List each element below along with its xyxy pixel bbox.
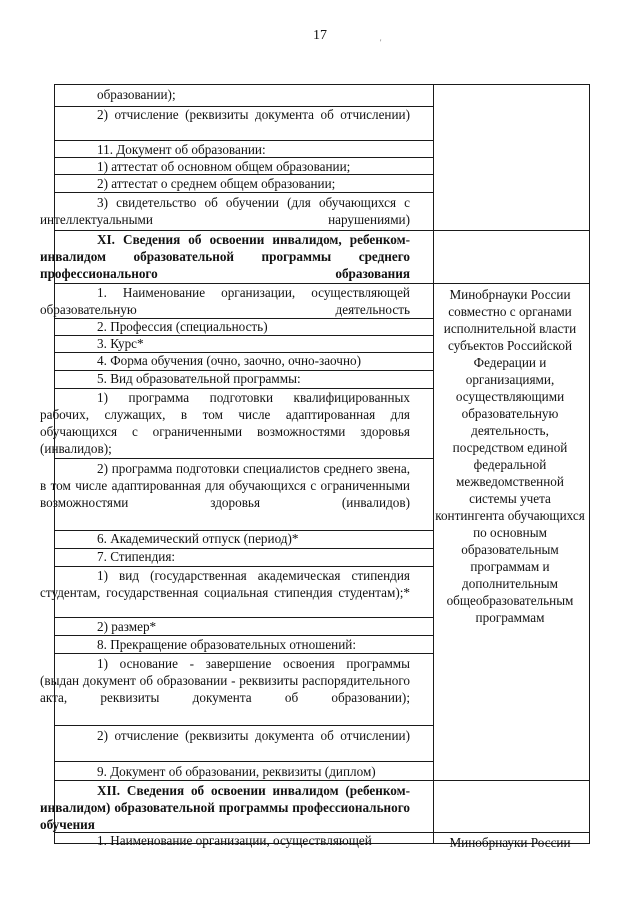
responsible-body: Минобрнауки России <box>449 835 571 850</box>
section-heading: XI. Сведения об освоении инвалидом, ребенком-инвалидом образовательной программы среднего профессионального образования <box>40 232 410 281</box>
table-cell: 3) свидетельство об обучении (для обучающихся с интеллектуальными нарушениями) <box>40 195 410 227</box>
table-cell: 5. Вид образовательной программы: <box>97 371 301 386</box>
table-cell: 2) отчисление (реквизиты документа об отчислении) <box>97 728 410 743</box>
section-heading: XII. Сведения об освоении инвалидом (ребенком-инвалидом) образовательной программы профессионального обучения <box>40 783 410 832</box>
table-cell: 6. Академический отпуск (период)* <box>97 531 299 546</box>
table-cell: 1) аттестат об основном общем образовании; <box>97 159 351 174</box>
table-cell: 2. Профессия (специальность) <box>97 319 268 334</box>
table-cell: 8. Прекращение образовательных отношений: <box>97 637 357 652</box>
table-cell: 2) программа подготовки специалистов среднего звена, в том числе адаптированная для обучающихся с ограниченными возможностями здоровья (инвалидов) <box>40 461 410 510</box>
responsible-body: Минобрнауки России совместно с органами исполнительной власти субъектов Российской Федерации и организациями, осуществляющими образовательную деятельность, посредством единой федеральной межведомственной системы учета контингента обучающихся по основным образовательным программам и дополнительным общеобразовательным программам <box>435 287 585 625</box>
table-cell: 1. Наименование организации, осуществляющей образовательную деятельность <box>40 285 410 317</box>
table-cell: 2) аттестат о среднем общем образовании; <box>97 176 336 191</box>
table-cell: 3. Курс* <box>97 336 144 351</box>
page-number: 17 <box>313 28 327 43</box>
table-cell: 4. Форма обучения (очно, заочно, очно-заочно) <box>97 353 361 368</box>
table-cell: 7. Стипендия: <box>97 549 176 564</box>
table-cell: 1. Наименование организации, осуществляющей <box>97 833 372 848</box>
table-cell: образовании); <box>97 87 176 102</box>
stray-mark: ' <box>380 38 382 47</box>
table-cell: 9. Документ об образовании, реквизиты (диплом) <box>97 764 376 779</box>
table-cell: 1) вид (государственная академическая стипендия студентам, государственная социальная стипендия студентам);* <box>40 568 410 600</box>
table-cell: 2) отчисление (реквизиты документа об отчислении) <box>97 107 410 122</box>
row-divider <box>55 780 590 781</box>
row-divider <box>55 458 434 459</box>
table-cell: 2) размер* <box>97 619 157 634</box>
table-cell: 1) основание - завершение освоения программы (выдан документ об образовании - реквизиты распорядительного акта, реквизиты документа об образовании); <box>40 656 410 705</box>
row-divider <box>55 192 434 193</box>
row-divider <box>55 761 434 762</box>
row-divider <box>55 653 434 654</box>
row-divider <box>55 725 434 726</box>
table-cell: 11. Документ об образовании: <box>97 142 266 157</box>
table-cell: 1) программа подготовки квалифицированных рабочих, служащих, в том числе адаптированная для обучающихся с ограниченными возможностями здоровья (инвалидов); <box>40 390 410 456</box>
